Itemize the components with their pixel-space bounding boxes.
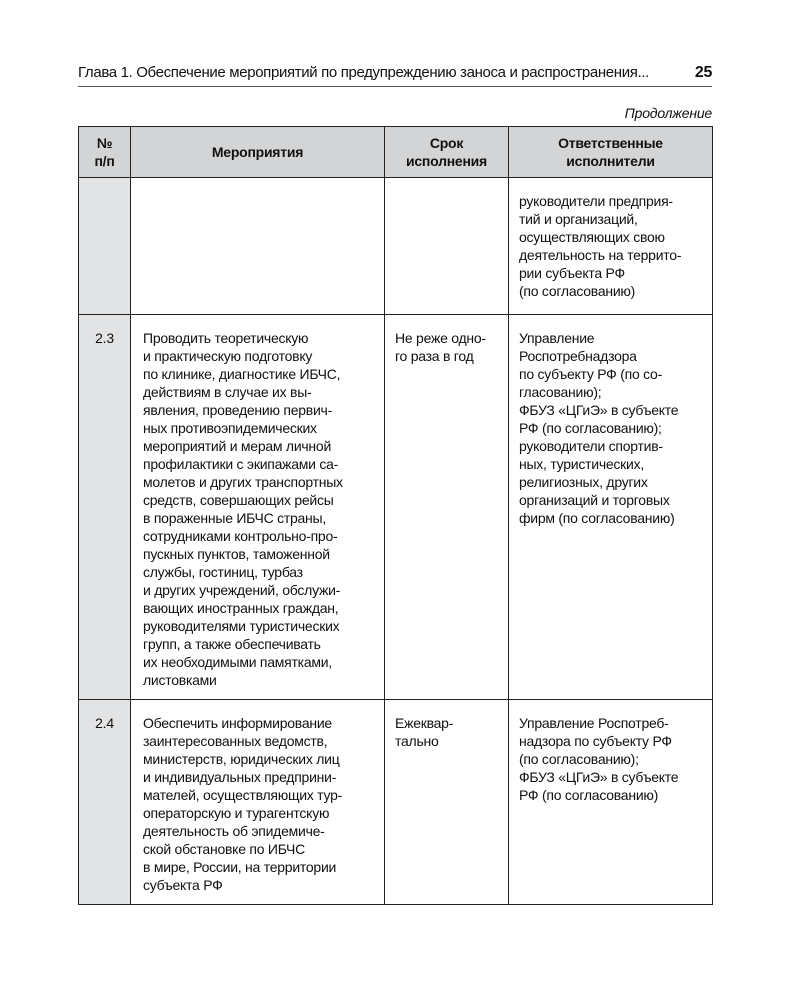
cell-line: РФ (по согласованию); [519, 420, 662, 436]
cell-line: сотрудниками контрольно-про- [143, 528, 338, 544]
cell-line: службы, гостиниц, турбаз [143, 564, 303, 580]
cell-number: 2.3 [79, 315, 131, 700]
cell-line: Управление Роспотреб- [519, 715, 669, 731]
cell-line: пускных пунктов, таможенной [143, 546, 330, 562]
cell-line: и индивидуальных предприни- [143, 769, 337, 785]
cell-line: мателей, осуществляющих тур- [143, 787, 343, 803]
cell-line: го раза в год [395, 348, 474, 364]
table-row [79, 315, 713, 700]
cell-line: операторскую и турагентскую [143, 805, 330, 821]
cell-line: ных, туристических, [519, 456, 644, 472]
cell-activities [131, 178, 385, 315]
cell-line: ФБУЗ «ЦГиЭ» в субъекте [519, 402, 679, 418]
cell-line: организаций и торговых [519, 492, 670, 508]
cell-line: руководители предприя- [519, 193, 673, 209]
cell-line: Обеспечить информирование [143, 715, 332, 731]
header-deadline-line: Срок [429, 135, 464, 151]
header-responsible [509, 127, 713, 178]
cell-line: по субъекту РФ (по со- [519, 366, 662, 382]
cell-number: 2.4 [79, 700, 131, 905]
header-number-line: п/п [94, 153, 115, 169]
cell-line: ных противоэпидемических [143, 420, 317, 436]
cell-number [79, 178, 131, 315]
cell-line: их необходимыми памятками, [143, 654, 332, 670]
cell-line: гласованию); [519, 384, 602, 400]
table-row [79, 700, 713, 905]
cell-line: религиозных, других [519, 474, 648, 490]
cell-line: по клинике, диагностике ИБЧС, [143, 366, 341, 382]
cell-line: явления, проведению первич- [143, 402, 332, 418]
cell-line: профилактики с экипажами са- [143, 456, 339, 472]
cell-line: в пораженные ИБЧС страны, [143, 510, 326, 526]
page-number: 25 [694, 64, 712, 81]
cell-line: в мире, России, на территории [143, 859, 337, 875]
cell-line: министерств, юридических лиц [143, 751, 340, 767]
table-row [79, 178, 713, 315]
cell-deadline [385, 315, 509, 700]
cell-line: ФБУЗ «ЦГиЭ» в субъекте [519, 769, 679, 785]
cell-line: надзора по субъекту РФ [519, 733, 672, 749]
cell-deadline [385, 178, 509, 315]
cell-activities [131, 315, 385, 700]
cell-activities [131, 700, 385, 905]
cell-line: Ежеквар- [395, 715, 454, 731]
cell-line: фирм (по согласованию) [519, 510, 675, 526]
header-responsible-line: Ответственные [558, 135, 663, 151]
cell-responsible [509, 700, 713, 905]
cell-line: листовками [143, 672, 217, 688]
cell-line: заинтересованных ведомств, [143, 733, 328, 749]
cell-line: РФ (по согласованию) [519, 787, 659, 803]
cell-line: вающих иностранных граждан, [143, 600, 339, 616]
cell-line: и других учреждений, обслужи- [143, 582, 341, 598]
cell-line: руководители спортив- [519, 438, 663, 454]
header-number [79, 127, 131, 178]
cell-line: молетов и других транспортных [143, 474, 343, 490]
cell-line: и практическую подготовку [143, 348, 313, 364]
cell-line: Роспотребнадзора [519, 348, 637, 364]
cell-line: групп, а также обеспечивать [143, 636, 321, 652]
header-deadline-line: исполнения [406, 153, 487, 169]
cell-line: Проводить теоретическую [143, 330, 309, 346]
cell-responsible [509, 315, 713, 700]
chapter-title: Глава 1. Обеспечение мероприятий по предупреждению заноса и распространения... [78, 64, 649, 81]
cell-line: Управление [519, 330, 595, 346]
cell-line: руководителями туристических [143, 618, 340, 634]
cell-line: тально [395, 733, 439, 749]
cell-responsible [509, 178, 713, 315]
cell-line: (по согласованию) [519, 283, 636, 299]
cell-line: Не реже одно- [395, 330, 486, 346]
continuation-label: Продолжение [624, 105, 712, 121]
header-deadline [385, 127, 509, 178]
cell-line: осуществляющих свою [519, 229, 665, 245]
header-number-line: № [96, 135, 113, 151]
header-divider [78, 86, 712, 87]
measures-table [78, 126, 713, 905]
cell-line: деятельность на террито- [519, 247, 682, 263]
table-header-row [79, 127, 713, 178]
cell-line: действиям в случае их вы- [143, 384, 312, 400]
header-activities-line: Мероприятия [211, 144, 304, 160]
header-responsible-line: исполнители [566, 153, 655, 169]
cell-line: субъекта РФ [143, 877, 223, 893]
cell-line: мероприятий и мерам личной [143, 438, 332, 454]
cell-line: (по согласованию); [519, 751, 639, 767]
cell-line: средств, совершающих рейсы [143, 492, 334, 508]
cell-line: тий и организаций, [519, 211, 638, 227]
cell-line: деятельность об эпидемиче- [143, 823, 325, 839]
page-header [78, 64, 712, 86]
cell-line: рии субъекта РФ [519, 265, 625, 281]
cell-line: ской обстановке по ИБЧС [143, 841, 305, 857]
cell-deadline [385, 700, 509, 905]
header-activities [131, 127, 385, 178]
